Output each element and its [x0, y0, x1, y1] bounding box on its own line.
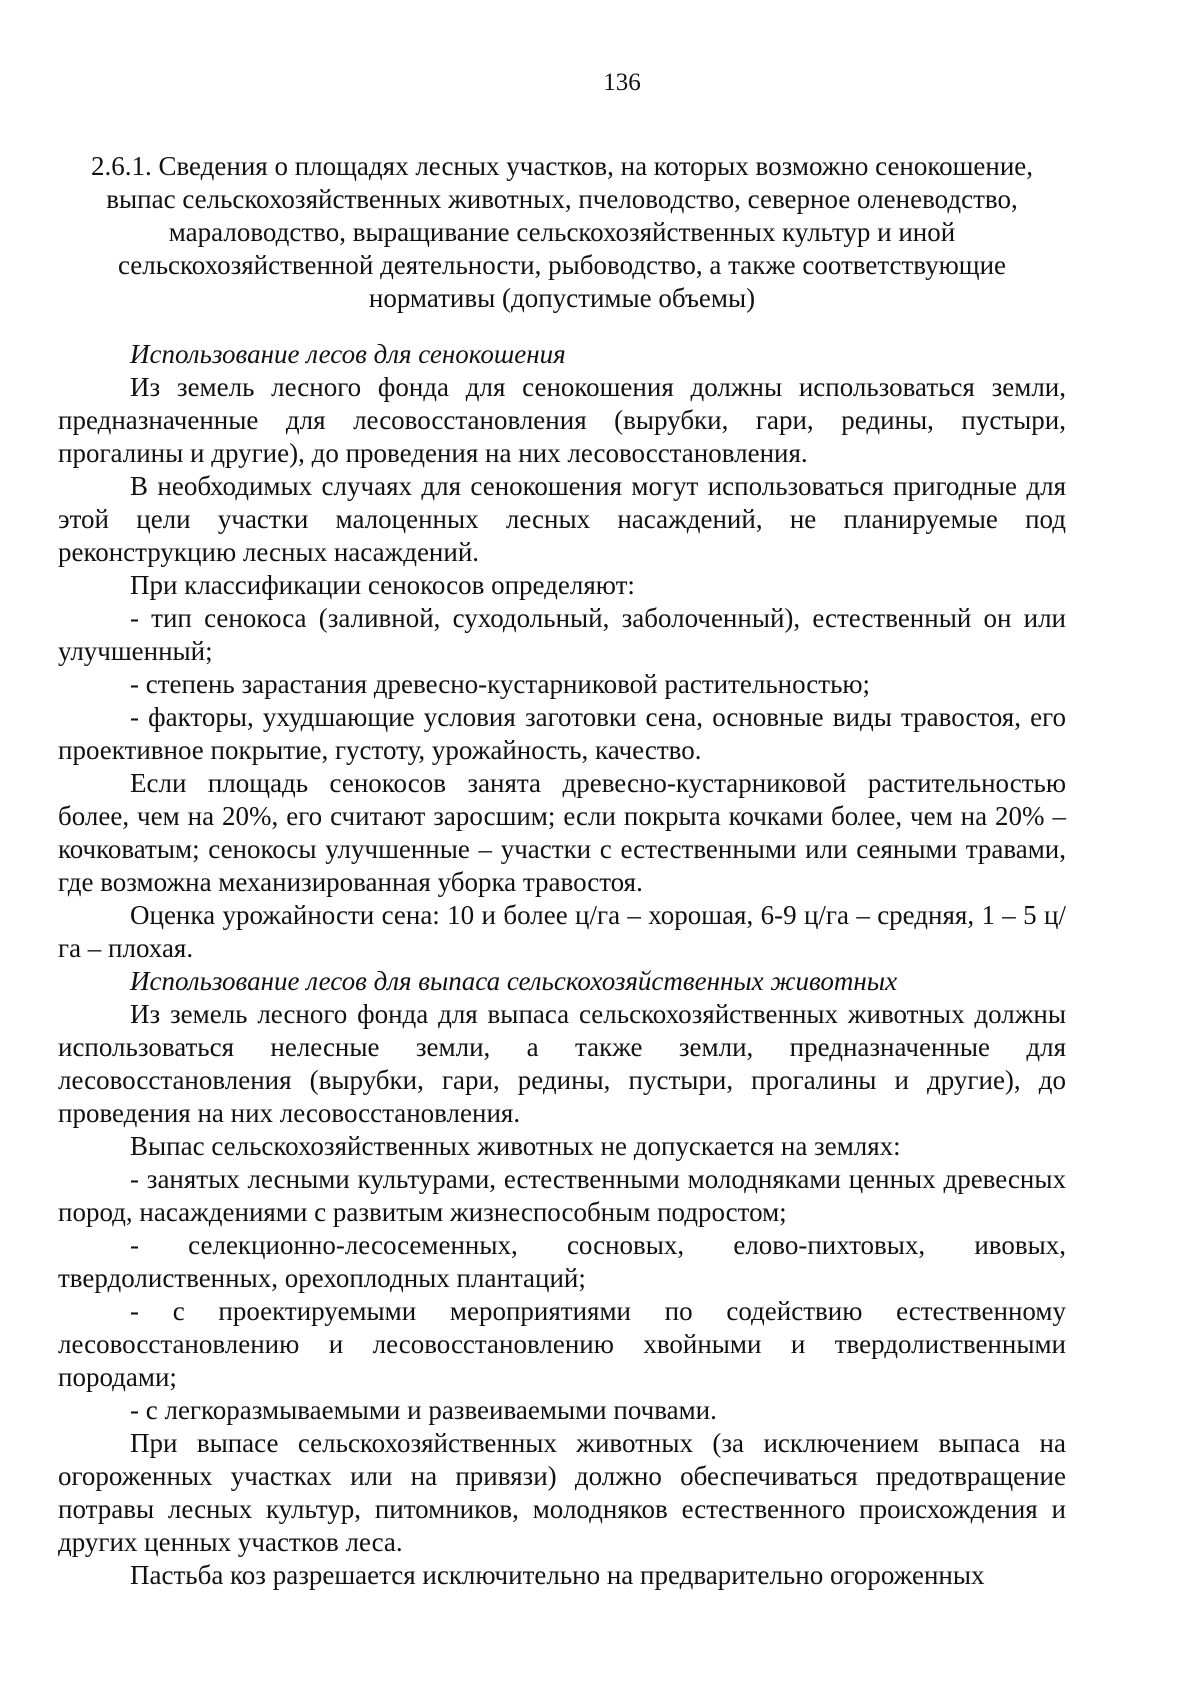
list-item: - с проектируемыми мероприятиями по содействию естественному лесовосстановлению и лесовосстановлению хвойными и твердолиственными породами;	[58, 1296, 1066, 1392]
paragraph: При классификации сенокосов определяют:	[130, 570, 635, 600]
list-item: - селекционно-лесосеменных, сосновых, елово-пихтовых, ивовых, твердолиственных, орехоплодных плантаций;	[58, 1230, 1066, 1293]
subheading-grazing: Использование лесов для выпаса сельскохозяйственных животных	[130, 966, 898, 996]
section-heading: 2.6.1. Сведения о площадях лесных участков, на которых возможно сенокошение, выпас сельскохозяйственных животных, пчеловодство, северное оленеводство, мараловодство, выращивание сельскохозяйственных культур и иной сельскохозяйственной деятельности, рыбоводство, а также соответствующие нормативы (допустимые объемы)	[90, 151, 1034, 313]
page-number: 136	[603, 69, 641, 96]
paragraph: Если площадь сенокосов занята древесно-кустарниковой растительностью более, чем на 20%, его считают заросшим; если покрыта кочками более, чем на 20% – кочковатым; сенокосы улучшенные – участки с естественными или сеяными травами, где возможна механизированная уборка травостоя.	[58, 768, 1066, 897]
list-item: - степень зарастания древесно-кустарниковой растительностью;	[130, 669, 871, 699]
paragraph: Выпас сельскохозяйственных животных не допускается на землях:	[130, 1131, 901, 1161]
subheading-haymaking: Использование лесов для сенокошения	[130, 339, 566, 369]
paragraph: Пастьба коз разрешается исключительно на предварительно огороженных	[130, 1560, 985, 1590]
paragraph: Оценка урожайности сена: 10 и более ц/га – хорошая, 6-9 ц/га – средняя, 1 – 5 ц/га – плохая.	[58, 900, 1066, 963]
paragraph: В необходимых случаях для сенокошения могут использоваться пригодные для этой цели участки малоценных лесных насаждений, не планируемые под реконструкцию лесных насаждений.	[58, 471, 1066, 567]
page-content	[58, 150, 1066, 1592]
paragraph: Из земель лесного фонда для выпаса сельскохозяйственных животных должны использоваться нелесные земли, а также земли, предназначенные для лесовосстановления (вырубки, гари, редины, пустыри, прогалины и другие), до проведения на них лесовосстановления.	[58, 999, 1066, 1128]
paragraph: Из земель лесного фонда для сенокошения должны использоваться земли, предназначенные для лесовосстановления (вырубки, гари, редины, пустыри, прогалины и другие), до проведения на них лесовосстановления.	[58, 372, 1066, 468]
list-item: - факторы, ухудшающие условия заготовки сена, основные виды травостоя, его проективное покрытие, густоту, урожайность, качество.	[58, 702, 1066, 765]
paragraph: При выпасе сельскохозяйственных животных (за исключением выпаса на огороженных участках или на привязи) должно обеспечиваться предотвращение потравы лесных культур, питомников, молодняков естественного происхождения и других ценных участков леса.	[58, 1428, 1066, 1557]
list-item: - с легкоразмываемыми и развеиваемыми почвами.	[130, 1395, 717, 1425]
list-item: - тип сенокоса (заливной, суходольный, заболоченный), естественный он или улучшенный;	[58, 603, 1066, 666]
list-item: - занятых лесными культурами, естественными молодняками ценных древесных пород, насаждениями с развитым жизнеспособным подростом;	[58, 1164, 1066, 1227]
